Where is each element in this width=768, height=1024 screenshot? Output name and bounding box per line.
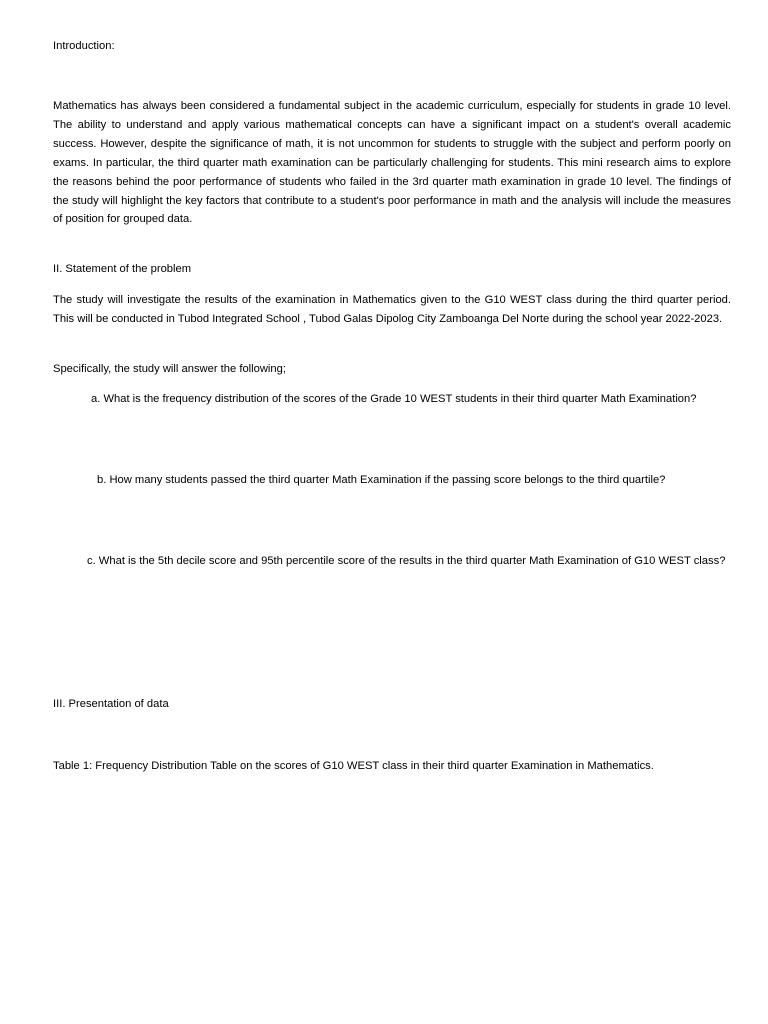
introduction-heading: Introduction: — [53, 40, 115, 52]
question-b: b. How many students passed the third quarter Math Examination if the passing score belongs to the third quartile? — [97, 474, 666, 486]
question-a: a. What is the frequency distribution of the scores of the Grade 10 WEST students in their third quarter Math Examination? — [91, 393, 697, 405]
table-caption: Table 1: Frequency Distribution Table on the scores of G10 WEST class in their third quarter Examination in Mathematics. — [53, 760, 654, 772]
presentation-heading: III. Presentation of data — [53, 698, 169, 710]
introduction-paragraph: Mathematics has always been considered a fundamental subject in the academic curriculum, especially for students in grade 10 level. The ability to understand and apply various mathematical concepts can have a significant impact on a student's overall academic success. However, despite the significance of math, it is not uncommon for students to struggle with the subject and perform poorly on exams. In particular, the third quarter math examination can be particularly challenging for students. This mini research aims to explore the reasons behind the poor performance of students who failed in the 3rd quarter math examination in grade 10 level. The findings of the study will highlight the key factors that contribute to a student's poor performance in math and the analysis will include the measures of position for grouped data. — [53, 100, 731, 226]
statement-paragraph: The study will investigate the results of the examination in Mathematics given to the G10 WEST class during the third quarter period. This will be conducted in Tubod Integrated School , Tubod Galas Dipolog City Zamboanga Del Norte during the school year 2022-2023. — [53, 294, 731, 325]
question-c: c. What is the 5th decile score and 95th percentile score of the results in the third quarter Math Examination of G10 WEST class? — [87, 555, 726, 567]
statement-heading: II. Statement of the problem — [53, 263, 192, 275]
specifically-line: Specifically, the study will answer the following; — [53, 363, 286, 375]
